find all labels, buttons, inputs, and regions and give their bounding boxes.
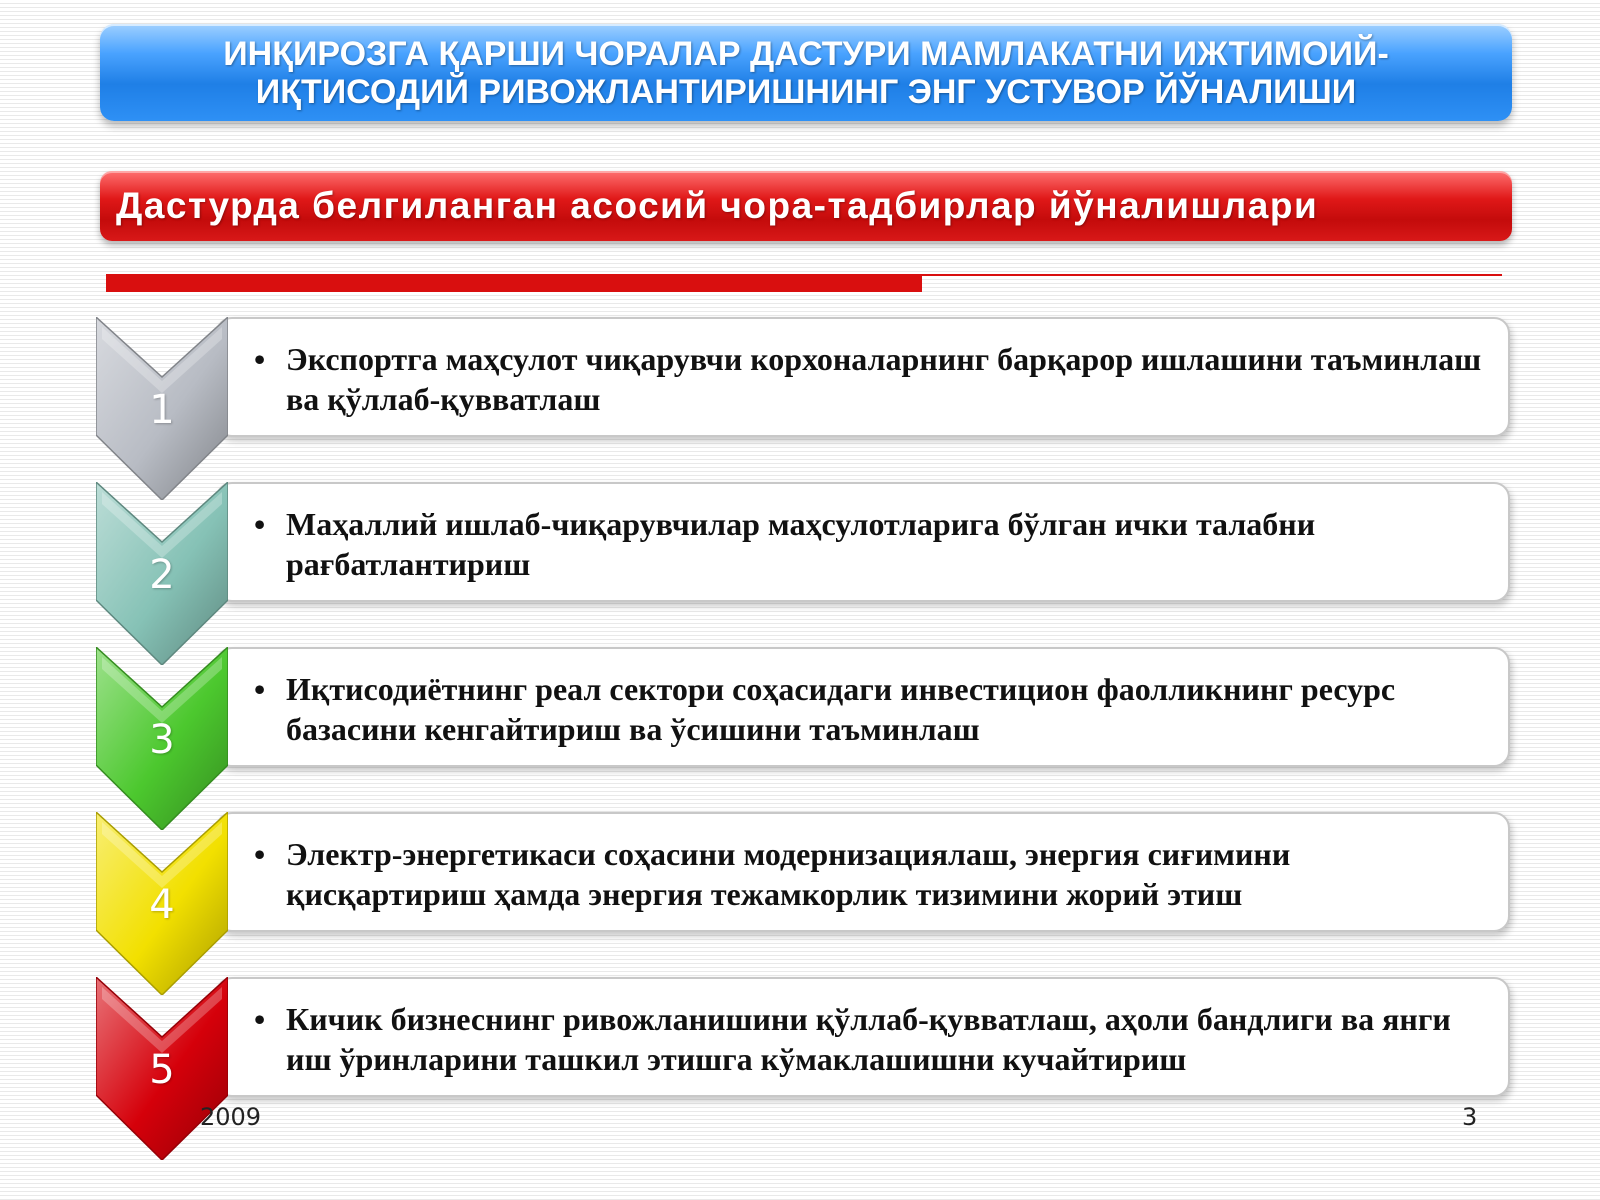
step-text-wrap xyxy=(254,504,1488,584)
bullet-icon: • xyxy=(254,1001,266,1037)
divider-thick xyxy=(106,274,922,292)
step-item-2 xyxy=(96,482,1516,652)
section-heading: Дастурда белгиланган асосий чора-тадбирлар йўналишлари xyxy=(100,171,1512,241)
step-text-wrap xyxy=(254,999,1488,1079)
step-box xyxy=(216,317,1510,437)
step-box xyxy=(216,482,1510,602)
step-item-4 xyxy=(96,812,1516,982)
title-banner xyxy=(100,24,1512,121)
bullet-icon: • xyxy=(254,836,266,872)
bullet-icon: • xyxy=(254,341,266,377)
step-text: Экспортга маҳсулот чиқарувчи корхоналарнинг барқарор ишлашини таъминлаш ва қўллаб-қувватлаш xyxy=(286,341,1482,417)
divider-thin xyxy=(922,274,1502,276)
step-item-5 xyxy=(96,977,1516,1147)
step-number: 5 xyxy=(149,1047,175,1093)
title-line-1: ИНҚИРОЗГА ҚАРШИ ЧОРАЛАР ДАСТУРИ МАМЛАКАТНИ ИЖТИМОИЙ- xyxy=(223,34,1389,73)
step-box xyxy=(216,977,1510,1097)
page-title xyxy=(223,35,1389,111)
step-text-wrap xyxy=(254,669,1488,749)
footer-year: 2009 xyxy=(200,1103,262,1131)
step-number: 1 xyxy=(149,387,175,433)
step-text: Электр-энергетикаси соҳасини модернизациялаш, энергия сиғимини қисқартириш ҳамда энергия тежамкорлик тизимини жорий этиш xyxy=(286,836,1291,912)
bullet-icon: • xyxy=(254,506,266,542)
step-item-3 xyxy=(96,647,1516,817)
step-number: 2 xyxy=(149,552,175,598)
page-number: 3 xyxy=(1462,1103,1478,1131)
bullet-icon: • xyxy=(254,671,266,707)
step-text: Маҳаллий ишлаб-чиқарувчилар маҳсулотларига бўлган ички талабни рағбатлантириш xyxy=(286,506,1316,582)
title-line-2: ИҚТИСОДИЙ РИВОЖЛАНТИРИШНИНГ ЭНГ УСТУВОР ЙЎНАЛИШИ xyxy=(255,72,1357,111)
step-text-wrap xyxy=(254,834,1488,914)
step-box xyxy=(216,647,1510,767)
step-number: 3 xyxy=(149,717,175,763)
step-text: Иқтисодиётнинг реал сектори соҳасидаги инвестицион фаолликнинг ресурс базасини кенгайтириш ва ўсишини таъминлаш xyxy=(286,671,1396,747)
step-item-1 xyxy=(96,317,1516,487)
step-text-wrap xyxy=(254,339,1488,419)
step-number: 4 xyxy=(149,882,175,928)
step-text: Кичик бизнеснинг ривожланишини қўллаб-қувватлаш, аҳоли бандлиги ва янги иш ўринларини ташкил этишга кўмаклашишни кучайтириш xyxy=(286,1001,1451,1077)
step-box xyxy=(216,812,1510,932)
